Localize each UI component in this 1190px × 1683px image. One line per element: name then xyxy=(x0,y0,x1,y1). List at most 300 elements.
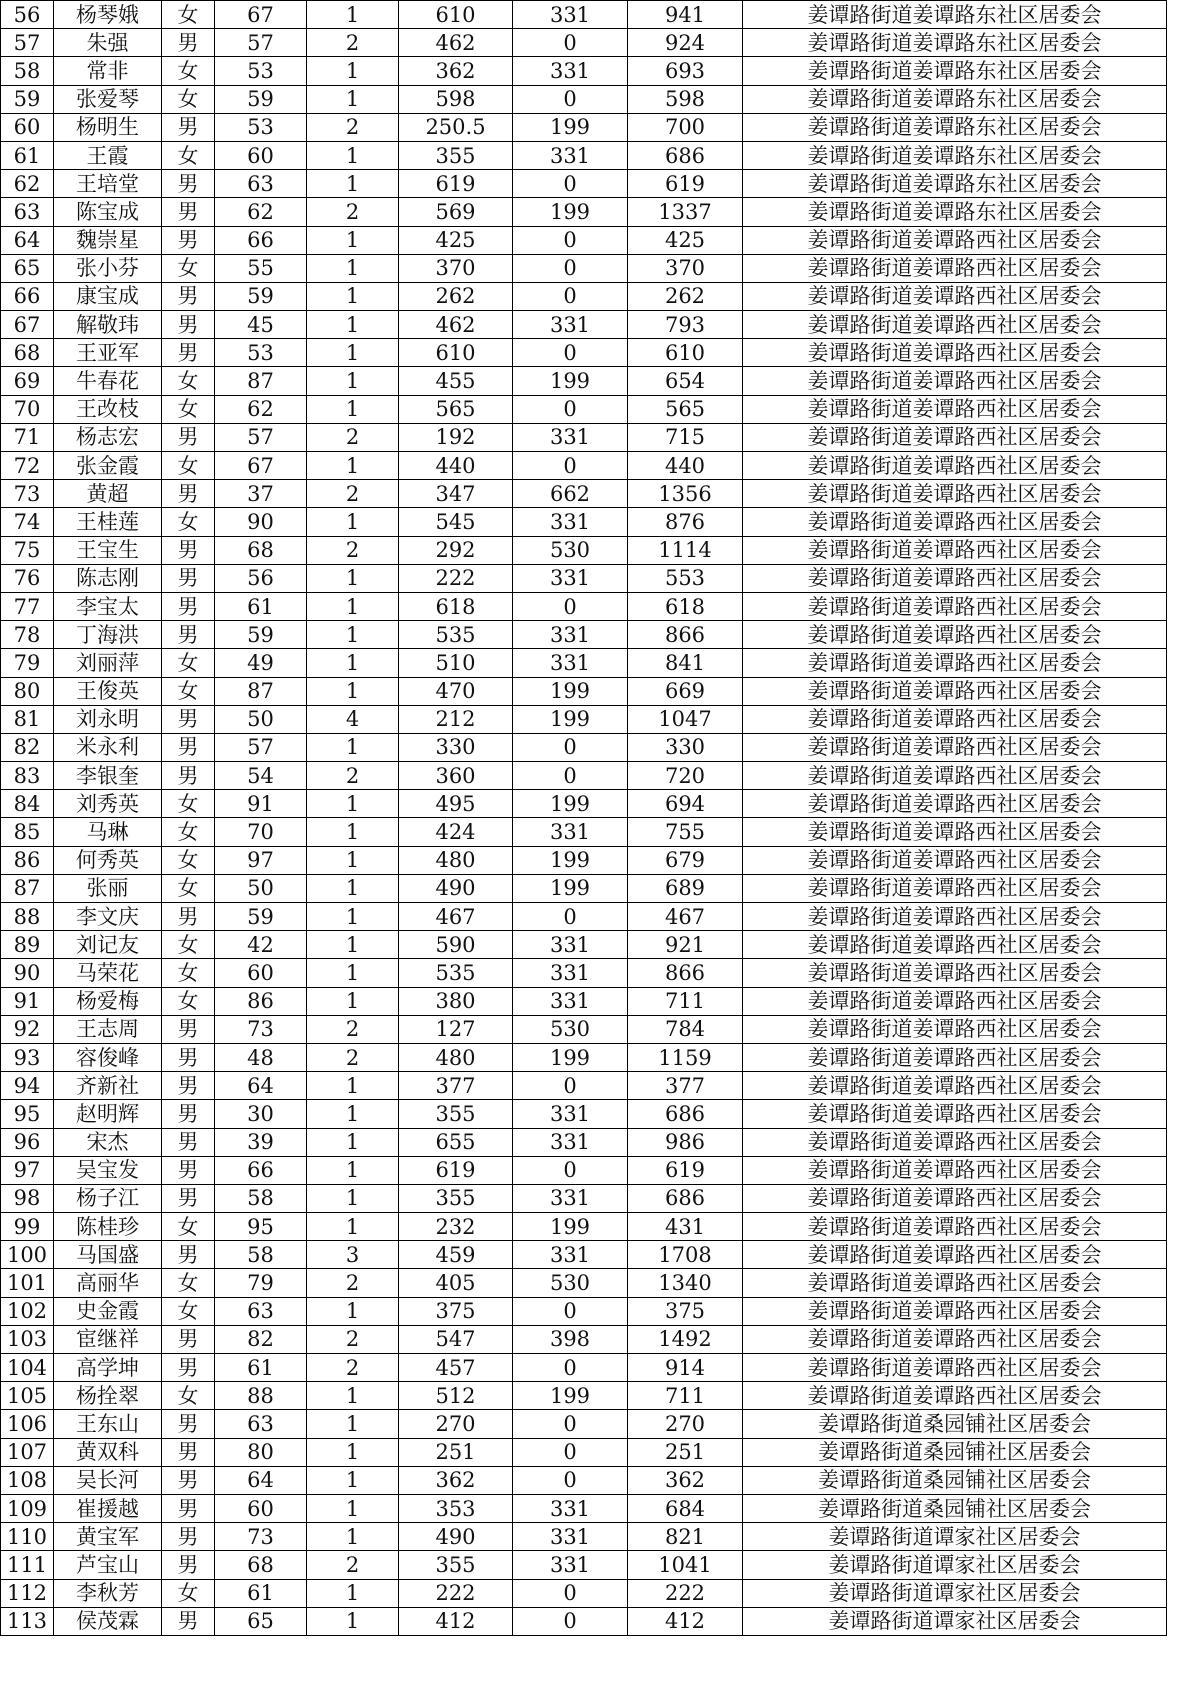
community-committee-cell: 姜谭路街道姜谭路西社区居委会 xyxy=(743,395,1167,423)
community-committee-cell: 姜谭路街道姜谭路西社区居委会 xyxy=(743,818,1167,846)
household-size-cell: 1 xyxy=(307,818,399,846)
subsidy-amount-cell: 331 xyxy=(513,1100,628,1128)
gender-cell: 男 xyxy=(162,339,215,367)
gender-cell: 女 xyxy=(162,790,215,818)
total-amount-cell: 914 xyxy=(628,1354,743,1382)
income-cell: 457 xyxy=(399,1354,513,1382)
total-amount-cell: 866 xyxy=(628,959,743,987)
household-size-cell: 2 xyxy=(307,198,399,226)
income-cell: 232 xyxy=(399,1213,513,1241)
subsidy-amount-cell: 331 xyxy=(513,141,628,169)
person-name-cell: 马国盛 xyxy=(54,1241,162,1269)
gender-cell: 男 xyxy=(162,1241,215,1269)
community-committee-cell: 姜谭路街道姜谭路东社区居委会 xyxy=(743,141,1167,169)
gender-cell: 男 xyxy=(162,1156,215,1184)
household-size-cell: 1 xyxy=(307,1213,399,1241)
household-size-cell: 1 xyxy=(307,254,399,282)
income-cell: 270 xyxy=(399,1410,513,1438)
gender-cell: 女 xyxy=(162,85,215,113)
person-name-cell: 宦继祥 xyxy=(54,1325,162,1353)
gender-cell: 男 xyxy=(162,1466,215,1494)
household-size-cell: 1 xyxy=(307,1297,399,1325)
total-amount-cell: 686 xyxy=(628,1184,743,1212)
gender-cell: 男 xyxy=(162,705,215,733)
row-number-cell: 109 xyxy=(1,1494,54,1522)
subsidy-amount-cell: 0 xyxy=(513,85,628,113)
community-committee-cell: 姜谭路街道姜谭路西社区居委会 xyxy=(743,959,1167,987)
age-cell: 49 xyxy=(215,649,307,677)
gender-cell: 女 xyxy=(162,818,215,846)
subsidy-amount-cell: 331 xyxy=(513,1523,628,1551)
household-size-cell: 2 xyxy=(307,762,399,790)
total-amount-cell: 689 xyxy=(628,874,743,902)
row-number-cell: 76 xyxy=(1,564,54,592)
table-row xyxy=(1,874,1167,902)
age-cell: 59 xyxy=(215,903,307,931)
total-amount-cell: 610 xyxy=(628,339,743,367)
person-name-cell: 李银奎 xyxy=(54,762,162,790)
subsidy-amount-cell: 0 xyxy=(513,1607,628,1635)
table-row xyxy=(1,621,1167,649)
table-row xyxy=(1,1269,1167,1297)
household-size-cell: 1 xyxy=(307,649,399,677)
subsidy-amount-cell: 199 xyxy=(513,113,628,141)
subsidy-amount-cell: 530 xyxy=(513,1269,628,1297)
age-cell: 80 xyxy=(215,1438,307,1466)
age-cell: 79 xyxy=(215,1269,307,1297)
community-committee-cell: 姜谭路街道谭家社区居委会 xyxy=(743,1607,1167,1635)
household-size-cell: 1 xyxy=(307,85,399,113)
subsidy-amount-cell: 331 xyxy=(513,1184,628,1212)
income-cell: 370 xyxy=(399,254,513,282)
gender-cell: 女 xyxy=(162,959,215,987)
household-size-cell: 1 xyxy=(307,1607,399,1635)
household-size-cell: 1 xyxy=(307,395,399,423)
row-number-cell: 57 xyxy=(1,29,54,57)
household-size-cell: 1 xyxy=(307,1466,399,1494)
subsidy-amount-cell: 331 xyxy=(513,621,628,649)
table-row xyxy=(1,1438,1167,1466)
subsidy-amount-cell: 331 xyxy=(513,564,628,592)
gender-cell: 男 xyxy=(162,1043,215,1071)
age-cell: 50 xyxy=(215,705,307,733)
row-number-cell: 104 xyxy=(1,1354,54,1382)
table-row xyxy=(1,1213,1167,1241)
total-amount-cell: 222 xyxy=(628,1579,743,1607)
subsidy-amount-cell: 331 xyxy=(513,931,628,959)
person-name-cell: 陈宝成 xyxy=(54,198,162,226)
table-row xyxy=(1,649,1167,677)
income-cell: 377 xyxy=(399,1072,513,1100)
community-committee-cell: 姜谭路街道姜谭路西社区居委会 xyxy=(743,903,1167,931)
row-number-cell: 105 xyxy=(1,1382,54,1410)
table-row xyxy=(1,480,1167,508)
total-amount-cell: 841 xyxy=(628,649,743,677)
age-cell: 64 xyxy=(215,1072,307,1100)
row-number-cell: 66 xyxy=(1,282,54,310)
gender-cell: 男 xyxy=(162,198,215,226)
gender-cell: 男 xyxy=(162,480,215,508)
person-name-cell: 刘永明 xyxy=(54,705,162,733)
income-cell: 619 xyxy=(399,170,513,198)
age-cell: 53 xyxy=(215,339,307,367)
community-committee-cell: 姜谭路街道姜谭路西社区居委会 xyxy=(743,1382,1167,1410)
row-number-cell: 108 xyxy=(1,1466,54,1494)
income-cell: 330 xyxy=(399,733,513,761)
income-cell: 222 xyxy=(399,564,513,592)
income-cell: 212 xyxy=(399,705,513,733)
row-number-cell: 75 xyxy=(1,536,54,564)
total-amount-cell: 941 xyxy=(628,1,743,29)
community-committee-cell: 姜谭路街道姜谭路东社区居委会 xyxy=(743,57,1167,85)
household-size-cell: 2 xyxy=(307,423,399,451)
age-cell: 63 xyxy=(215,170,307,198)
community-committee-cell: 姜谭路街道姜谭路西社区居委会 xyxy=(743,846,1167,874)
income-cell: 480 xyxy=(399,1043,513,1071)
person-name-cell: 王亚军 xyxy=(54,339,162,367)
gender-cell: 男 xyxy=(162,536,215,564)
income-cell: 610 xyxy=(399,1,513,29)
household-size-cell: 1 xyxy=(307,987,399,1015)
person-name-cell: 王宝生 xyxy=(54,536,162,564)
row-number-cell: 62 xyxy=(1,170,54,198)
person-name-cell: 侯茂霖 xyxy=(54,1607,162,1635)
community-committee-cell: 姜谭路街道姜谭路西社区居委会 xyxy=(743,480,1167,508)
subsidy-amount-cell: 199 xyxy=(513,1382,628,1410)
gender-cell: 男 xyxy=(162,170,215,198)
income-cell: 610 xyxy=(399,339,513,367)
household-size-cell: 1 xyxy=(307,311,399,339)
subsidy-amount-cell: 0 xyxy=(513,339,628,367)
community-committee-cell: 姜谭路街道姜谭路西社区居委会 xyxy=(743,1043,1167,1071)
income-cell: 222 xyxy=(399,1579,513,1607)
age-cell: 73 xyxy=(215,1015,307,1043)
income-cell: 292 xyxy=(399,536,513,564)
subsidy-amount-cell: 199 xyxy=(513,874,628,902)
table-row xyxy=(1,1494,1167,1522)
household-size-cell: 1 xyxy=(307,1579,399,1607)
subsidy-amount-cell: 331 xyxy=(513,1494,628,1522)
row-number-cell: 90 xyxy=(1,959,54,987)
gender-cell: 女 xyxy=(162,508,215,536)
person-name-cell: 王志周 xyxy=(54,1015,162,1043)
income-cell: 490 xyxy=(399,874,513,902)
household-size-cell: 1 xyxy=(307,790,399,818)
total-amount-cell: 467 xyxy=(628,903,743,931)
household-size-cell: 2 xyxy=(307,1015,399,1043)
income-cell: 598 xyxy=(399,85,513,113)
age-cell: 59 xyxy=(215,621,307,649)
row-number-cell: 88 xyxy=(1,903,54,931)
age-cell: 48 xyxy=(215,1043,307,1071)
income-cell: 355 xyxy=(399,141,513,169)
gender-cell: 女 xyxy=(162,987,215,1015)
table-row xyxy=(1,846,1167,874)
gender-cell: 女 xyxy=(162,1297,215,1325)
community-committee-cell: 姜谭路街道姜谭路西社区居委会 xyxy=(743,1297,1167,1325)
age-cell: 50 xyxy=(215,874,307,902)
total-amount-cell: 1159 xyxy=(628,1043,743,1071)
table-row xyxy=(1,762,1167,790)
income-cell: 440 xyxy=(399,452,513,480)
household-size-cell: 1 xyxy=(307,846,399,874)
age-cell: 62 xyxy=(215,198,307,226)
gender-cell: 男 xyxy=(162,1410,215,1438)
subsidy-amount-cell: 398 xyxy=(513,1325,628,1353)
table-row xyxy=(1,452,1167,480)
subsidy-amount-cell: 0 xyxy=(513,226,628,254)
person-name-cell: 吴宝发 xyxy=(54,1156,162,1184)
gender-cell: 女 xyxy=(162,649,215,677)
subsidy-amount-cell: 0 xyxy=(513,762,628,790)
age-cell: 58 xyxy=(215,1184,307,1212)
row-number-cell: 81 xyxy=(1,705,54,733)
gender-cell: 女 xyxy=(162,846,215,874)
income-cell: 495 xyxy=(399,790,513,818)
income-cell: 535 xyxy=(399,621,513,649)
total-amount-cell: 440 xyxy=(628,452,743,480)
table-row xyxy=(1,85,1167,113)
income-cell: 619 xyxy=(399,1156,513,1184)
household-size-cell: 1 xyxy=(307,339,399,367)
subsidy-amount-cell: 0 xyxy=(513,1579,628,1607)
total-amount-cell: 686 xyxy=(628,141,743,169)
age-cell: 63 xyxy=(215,1297,307,1325)
total-amount-cell: 1340 xyxy=(628,1269,743,1297)
total-amount-cell: 921 xyxy=(628,931,743,959)
total-amount-cell: 866 xyxy=(628,621,743,649)
table-row xyxy=(1,1015,1167,1043)
household-size-cell: 1 xyxy=(307,226,399,254)
table-row xyxy=(1,1184,1167,1212)
table-row xyxy=(1,198,1167,226)
table-row xyxy=(1,423,1167,451)
table-row xyxy=(1,536,1167,564)
person-name-cell: 常非 xyxy=(54,57,162,85)
total-amount-cell: 679 xyxy=(628,846,743,874)
subsidy-amount-cell: 199 xyxy=(513,1213,628,1241)
gender-cell: 女 xyxy=(162,367,215,395)
subsidy-amount-cell: 199 xyxy=(513,198,628,226)
gender-cell: 女 xyxy=(162,1579,215,1607)
person-name-cell: 马荣花 xyxy=(54,959,162,987)
subsidy-amount-cell: 331 xyxy=(513,311,628,339)
total-amount-cell: 686 xyxy=(628,1100,743,1128)
community-committee-cell: 姜谭路街道姜谭路西社区居委会 xyxy=(743,1156,1167,1184)
community-committee-cell: 姜谭路街道姜谭路西社区居委会 xyxy=(743,1354,1167,1382)
gender-cell: 男 xyxy=(162,113,215,141)
community-committee-cell: 姜谭路街道姜谭路西社区居委会 xyxy=(743,621,1167,649)
community-committee-cell: 姜谭路街道姜谭路西社区居委会 xyxy=(743,1325,1167,1353)
table-row xyxy=(1,733,1167,761)
community-committee-cell: 姜谭路街道桑园铺社区居委会 xyxy=(743,1494,1167,1522)
subsidy-amount-cell: 0 xyxy=(513,29,628,57)
household-size-cell: 2 xyxy=(307,1325,399,1353)
table-row xyxy=(1,1297,1167,1325)
total-amount-cell: 553 xyxy=(628,564,743,592)
age-cell: 53 xyxy=(215,57,307,85)
subsidy-amount-cell: 199 xyxy=(513,677,628,705)
subsidy-amount-cell: 0 xyxy=(513,452,628,480)
total-amount-cell: 565 xyxy=(628,395,743,423)
row-number-cell: 91 xyxy=(1,987,54,1015)
age-cell: 60 xyxy=(215,959,307,987)
table-row xyxy=(1,790,1167,818)
subsidy-amount-cell: 0 xyxy=(513,1410,628,1438)
total-amount-cell: 654 xyxy=(628,367,743,395)
table-row xyxy=(1,282,1167,310)
gender-cell: 女 xyxy=(162,1382,215,1410)
income-cell: 510 xyxy=(399,649,513,677)
person-name-cell: 吴长河 xyxy=(54,1466,162,1494)
subsidy-amount-cell: 0 xyxy=(513,1438,628,1466)
total-amount-cell: 715 xyxy=(628,423,743,451)
community-committee-cell: 姜谭路街道姜谭路西社区居委会 xyxy=(743,1241,1167,1269)
row-number-cell: 68 xyxy=(1,339,54,367)
gender-cell: 男 xyxy=(162,1551,215,1579)
income-cell: 425 xyxy=(399,226,513,254)
gender-cell: 男 xyxy=(162,733,215,761)
gender-cell: 男 xyxy=(162,762,215,790)
row-number-cell: 82 xyxy=(1,733,54,761)
age-cell: 64 xyxy=(215,1466,307,1494)
row-number-cell: 58 xyxy=(1,57,54,85)
gender-cell: 女 xyxy=(162,452,215,480)
income-cell: 480 xyxy=(399,846,513,874)
community-committee-cell: 姜谭路街道姜谭路西社区居委会 xyxy=(743,790,1167,818)
subsidy-amount-cell: 331 xyxy=(513,1551,628,1579)
income-cell: 360 xyxy=(399,762,513,790)
income-cell: 455 xyxy=(399,367,513,395)
row-number-cell: 100 xyxy=(1,1241,54,1269)
table-row xyxy=(1,564,1167,592)
total-amount-cell: 425 xyxy=(628,226,743,254)
subsidy-amount-cell: 0 xyxy=(513,1072,628,1100)
subsidy-amount-cell: 0 xyxy=(513,282,628,310)
person-name-cell: 高丽华 xyxy=(54,1269,162,1297)
household-size-cell: 1 xyxy=(307,170,399,198)
community-committee-cell: 姜谭路街道姜谭路西社区居委会 xyxy=(743,1015,1167,1043)
table-row xyxy=(1,1128,1167,1156)
person-name-cell: 杨志宏 xyxy=(54,423,162,451)
income-cell: 569 xyxy=(399,198,513,226)
community-committee-cell: 姜谭路街道姜谭路西社区居委会 xyxy=(743,1072,1167,1100)
community-committee-cell: 姜谭路街道姜谭路西社区居委会 xyxy=(743,1100,1167,1128)
household-size-cell: 1 xyxy=(307,1072,399,1100)
total-amount-cell: 784 xyxy=(628,1015,743,1043)
row-number-cell: 85 xyxy=(1,818,54,846)
total-amount-cell: 330 xyxy=(628,733,743,761)
total-amount-cell: 700 xyxy=(628,113,743,141)
household-size-cell: 1 xyxy=(307,1100,399,1128)
income-cell: 405 xyxy=(399,1269,513,1297)
table-row xyxy=(1,29,1167,57)
person-name-cell: 王改枝 xyxy=(54,395,162,423)
table-row xyxy=(1,677,1167,705)
income-cell: 565 xyxy=(399,395,513,423)
total-amount-cell: 270 xyxy=(628,1410,743,1438)
subsidy-amount-cell: 331 xyxy=(513,959,628,987)
person-name-cell: 黄超 xyxy=(54,480,162,508)
income-cell: 347 xyxy=(399,480,513,508)
table-row xyxy=(1,1043,1167,1071)
household-size-cell: 2 xyxy=(307,536,399,564)
household-size-cell: 1 xyxy=(307,903,399,931)
total-amount-cell: 1041 xyxy=(628,1551,743,1579)
age-cell: 57 xyxy=(215,733,307,761)
income-cell: 462 xyxy=(399,311,513,339)
community-committee-cell: 姜谭路街道姜谭路西社区居委会 xyxy=(743,339,1167,367)
household-size-cell: 2 xyxy=(307,113,399,141)
row-number-cell: 113 xyxy=(1,1607,54,1635)
community-committee-cell: 姜谭路街道姜谭路西社区居委会 xyxy=(743,1184,1167,1212)
person-name-cell: 张金霞 xyxy=(54,452,162,480)
gender-cell: 男 xyxy=(162,592,215,620)
table-row xyxy=(1,1100,1167,1128)
community-committee-cell: 姜谭路街道谭家社区居委会 xyxy=(743,1551,1167,1579)
community-committee-cell: 姜谭路街道姜谭路西社区居委会 xyxy=(743,282,1167,310)
person-name-cell: 王培堂 xyxy=(54,170,162,198)
table-row xyxy=(1,931,1167,959)
total-amount-cell: 362 xyxy=(628,1466,743,1494)
subsidy-amount-cell: 331 xyxy=(513,57,628,85)
table-row xyxy=(1,1156,1167,1184)
age-cell: 87 xyxy=(215,677,307,705)
row-number-cell: 67 xyxy=(1,311,54,339)
income-cell: 424 xyxy=(399,818,513,846)
row-number-cell: 60 xyxy=(1,113,54,141)
person-name-cell: 芦宝山 xyxy=(54,1551,162,1579)
gender-cell: 男 xyxy=(162,903,215,931)
subsidy-amount-cell: 0 xyxy=(513,1297,628,1325)
community-committee-cell: 姜谭路街道姜谭路东社区居委会 xyxy=(743,170,1167,198)
table-row xyxy=(1,141,1167,169)
income-cell: 462 xyxy=(399,29,513,57)
household-size-cell: 3 xyxy=(307,1241,399,1269)
subsidy-amount-cell: 530 xyxy=(513,536,628,564)
age-cell: 95 xyxy=(215,1213,307,1241)
household-size-cell: 1 xyxy=(307,621,399,649)
table-row xyxy=(1,1241,1167,1269)
age-cell: 39 xyxy=(215,1128,307,1156)
table-row xyxy=(1,1551,1167,1579)
age-cell: 90 xyxy=(215,508,307,536)
household-size-cell: 1 xyxy=(307,874,399,902)
person-name-cell: 马琳 xyxy=(54,818,162,846)
person-name-cell: 李文庆 xyxy=(54,903,162,931)
table-row xyxy=(1,1354,1167,1382)
row-number-cell: 86 xyxy=(1,846,54,874)
person-name-cell: 黄双科 xyxy=(54,1438,162,1466)
age-cell: 82 xyxy=(215,1325,307,1353)
age-cell: 30 xyxy=(215,1100,307,1128)
total-amount-cell: 375 xyxy=(628,1297,743,1325)
income-cell: 355 xyxy=(399,1184,513,1212)
income-cell: 355 xyxy=(399,1100,513,1128)
row-number-cell: 74 xyxy=(1,508,54,536)
row-number-cell: 83 xyxy=(1,762,54,790)
community-committee-cell: 姜谭路街道桑园铺社区居委会 xyxy=(743,1438,1167,1466)
community-committee-cell: 姜谭路街道姜谭路东社区居委会 xyxy=(743,198,1167,226)
gender-cell: 男 xyxy=(162,564,215,592)
age-cell: 66 xyxy=(215,1156,307,1184)
row-number-cell: 99 xyxy=(1,1213,54,1241)
table-row xyxy=(1,57,1167,85)
person-name-cell: 陈志刚 xyxy=(54,564,162,592)
person-name-cell: 杨琴娥 xyxy=(54,1,162,29)
income-cell: 412 xyxy=(399,1607,513,1635)
total-amount-cell: 1114 xyxy=(628,536,743,564)
